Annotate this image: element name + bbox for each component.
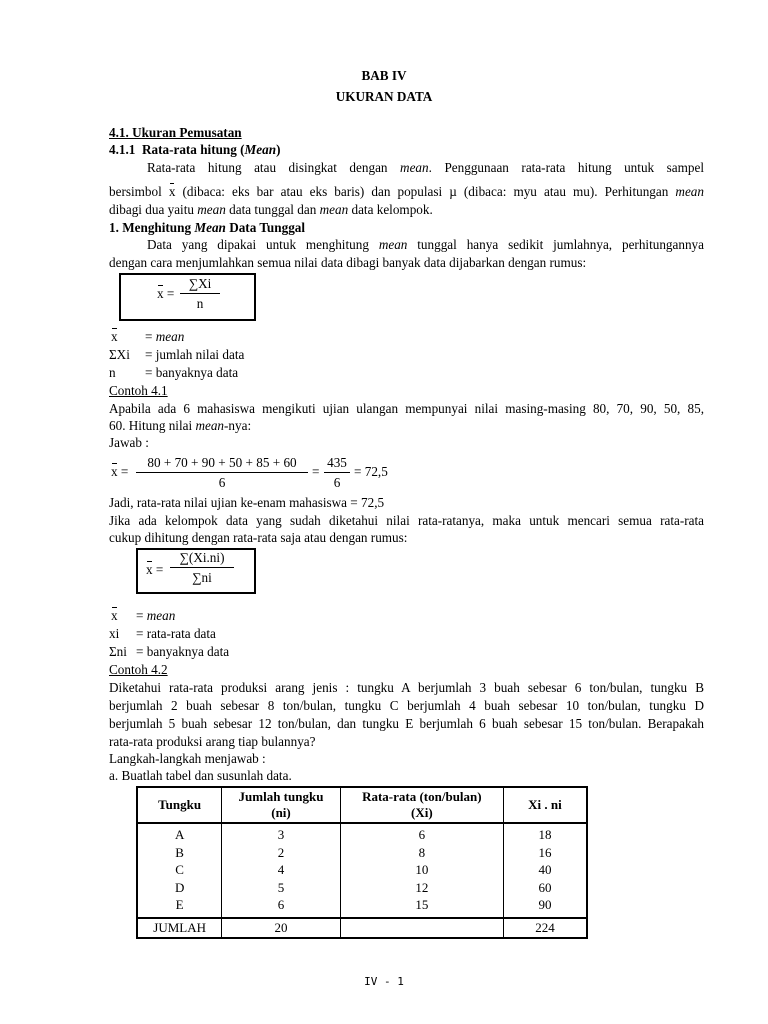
table-cell: C (137, 861, 222, 879)
table-cell: 15 (340, 896, 503, 918)
table-cell: 40 (503, 861, 587, 879)
calc-fraction-2: 435 6 (324, 455, 350, 491)
legend1-desc-n: = banyaknya data (145, 365, 239, 380)
section-heading-4-1: 4.1. Ukuran Pemusatan (109, 125, 242, 140)
table-cell: 4 (222, 861, 340, 879)
legend2-sym-xbar: x (111, 608, 118, 623)
table-cell: 8 (340, 844, 503, 862)
calc-x: x = (111, 464, 129, 479)
page-number: IV - 1 (364, 975, 404, 988)
table-cell: 6 (340, 823, 503, 844)
table-cell: E (137, 896, 222, 918)
example-4-2-line-4: rata-rata produksi arang tiap bulannya? (109, 734, 316, 749)
header-tungku: Tungku (137, 787, 222, 823)
calc-fraction-1: 80 + 70 + 90 + 50 + 85 + 60 6 (136, 455, 308, 491)
calc-result: = 72,5 (354, 464, 388, 479)
total-ni: 20 (222, 918, 340, 938)
total-xi (340, 918, 503, 938)
header-xi-ni: Xi . ni (503, 787, 587, 823)
chapter-title: BAB IV (361, 68, 407, 83)
legend1-desc-sumxi: = jumlah nilai data (145, 347, 245, 362)
legend2-sym-sumni: Σni (109, 644, 127, 659)
example-4-2-line-1: Diketahui rata-rata produksi arang jenis : tungku A berjumlah 3 buah sebesar 6 ton/bulan, tungku B (109, 680, 704, 695)
group-line-1: Jika ada kelompok data yang sudah diketahui nilai rata-ratanya, maka untuk mencari semua rata-rata (109, 513, 704, 528)
table-cell: 12 (340, 879, 503, 897)
legend2-desc-mean: = mean (136, 608, 176, 623)
example-4-1-conclusion: Jadi, rata-rata nilai ujian ke-enam mahasiswa = 72,5 (109, 495, 385, 510)
table-row (137, 844, 587, 862)
table-cell: 3 (222, 823, 340, 844)
table-row (137, 879, 587, 897)
intro-line-2: bersimbol x (dibaca: eks bar atau eks baris) dan populasi µ (dibaca: myu atau mu). Perhitungan mean (109, 184, 704, 199)
single-line-2: dengan cara menjumlahkan semua nilai data dibagi banyak data dijabarkan dengan rumus: (109, 255, 587, 270)
table-cell: D (137, 879, 222, 897)
group-line-2: cukup dihitung dengan rata-rata saja atau dengan rumus: (109, 530, 408, 545)
table-cell: 90 (503, 896, 587, 918)
legend2-desc-xi: = rata-rata data (136, 626, 216, 641)
legend2-desc-sumni: = banyaknya data (136, 644, 230, 659)
table-row (137, 896, 587, 918)
intro-line-3: dibagi dua yaitu mean data tunggal dan mean data kelompok. (109, 202, 433, 217)
formula1-fraction: ∑Xi n (180, 276, 220, 312)
item-1-heading: 1. Menghitung Mean Data Tunggal (109, 220, 306, 235)
example-4-1-line-1: Apabila ada 6 mahasiswa mengikuti ujian ulangan mempunyai nilai masing-masing 80, 70, 90, 50, 85, (109, 401, 704, 416)
answer-label: Jawab : (109, 435, 149, 450)
formula2-x: x = (146, 562, 164, 577)
legend1-sym-sumxi: ΣXi (109, 347, 130, 362)
table-header-row (137, 787, 587, 823)
table-row (137, 823, 587, 844)
table-cell: A (137, 823, 222, 844)
formula2-fraction: ∑(Xi.ni) ∑ni (170, 550, 234, 586)
example-4-2-line-3: berjumlah 5 buah sebesar 12 ton/bulan, dan tungku E berjumlah 6 buah sebesar 15 ton/bulan. Berapakah (109, 716, 704, 731)
table-cell: 10 (340, 861, 503, 879)
total-label: JUMLAH (137, 918, 222, 938)
steps-label: Langkah-langkah menjawab : (109, 751, 266, 766)
table-cell: 16 (503, 844, 587, 862)
table-cell: 6 (222, 896, 340, 918)
single-line-1: Data yang dipakai untuk menghitung mean tunggal hanya sedikit jumlahnya, perhitungannya (147, 237, 705, 252)
legend1-sym-xbar: x (111, 329, 118, 344)
table-row (137, 861, 587, 879)
example-4-2-line-2: berjumlah 2 buah sebesar 8 ton/bulan, tungku C berjumlah 4 buah sebesar 10 ton/bulan, tungku D (109, 698, 704, 713)
data-table (136, 786, 588, 939)
example-4-1-line-2: 60. Hitung nilai mean-nya: (109, 418, 252, 433)
table-cell: 60 (503, 879, 587, 897)
example-4-1-title: Contoh 4.1 (109, 383, 168, 398)
header-jumlah-tungku: Jumlah tungku (ni) (222, 787, 340, 823)
table-total-row (137, 918, 587, 938)
intro-line-1: Rata-rata hitung atau disingkat dengan mean. Penggunaan rata-rata hitung untuk sampel (147, 160, 705, 175)
table-cell: 5 (222, 879, 340, 897)
table-cell: 18 (503, 823, 587, 844)
section-heading-4-1-1: 4.1.1 Rata-rata hitung (Mean) (109, 142, 281, 157)
x-bar-symbol: x (168, 184, 176, 199)
table-cell: B (137, 844, 222, 862)
legend1-sym-n: n (109, 365, 116, 380)
total-xi-ni: 224 (503, 918, 587, 938)
formula1-x: x = (157, 286, 175, 301)
calc-equals-2: = (312, 464, 320, 479)
table-cell: 2 (222, 844, 340, 862)
chapter-subtitle: UKURAN DATA (335, 89, 433, 104)
legend1-desc-mean: = mean (145, 329, 185, 344)
step-a: a. Buatlah tabel dan susunlah data. (109, 768, 292, 783)
legend2-sym-xi: xi (109, 626, 120, 641)
header-rata-rata: Rata-rata (ton/bulan) (Xi) (340, 787, 503, 823)
example-4-2-title: Contoh 4.2 (109, 662, 168, 677)
